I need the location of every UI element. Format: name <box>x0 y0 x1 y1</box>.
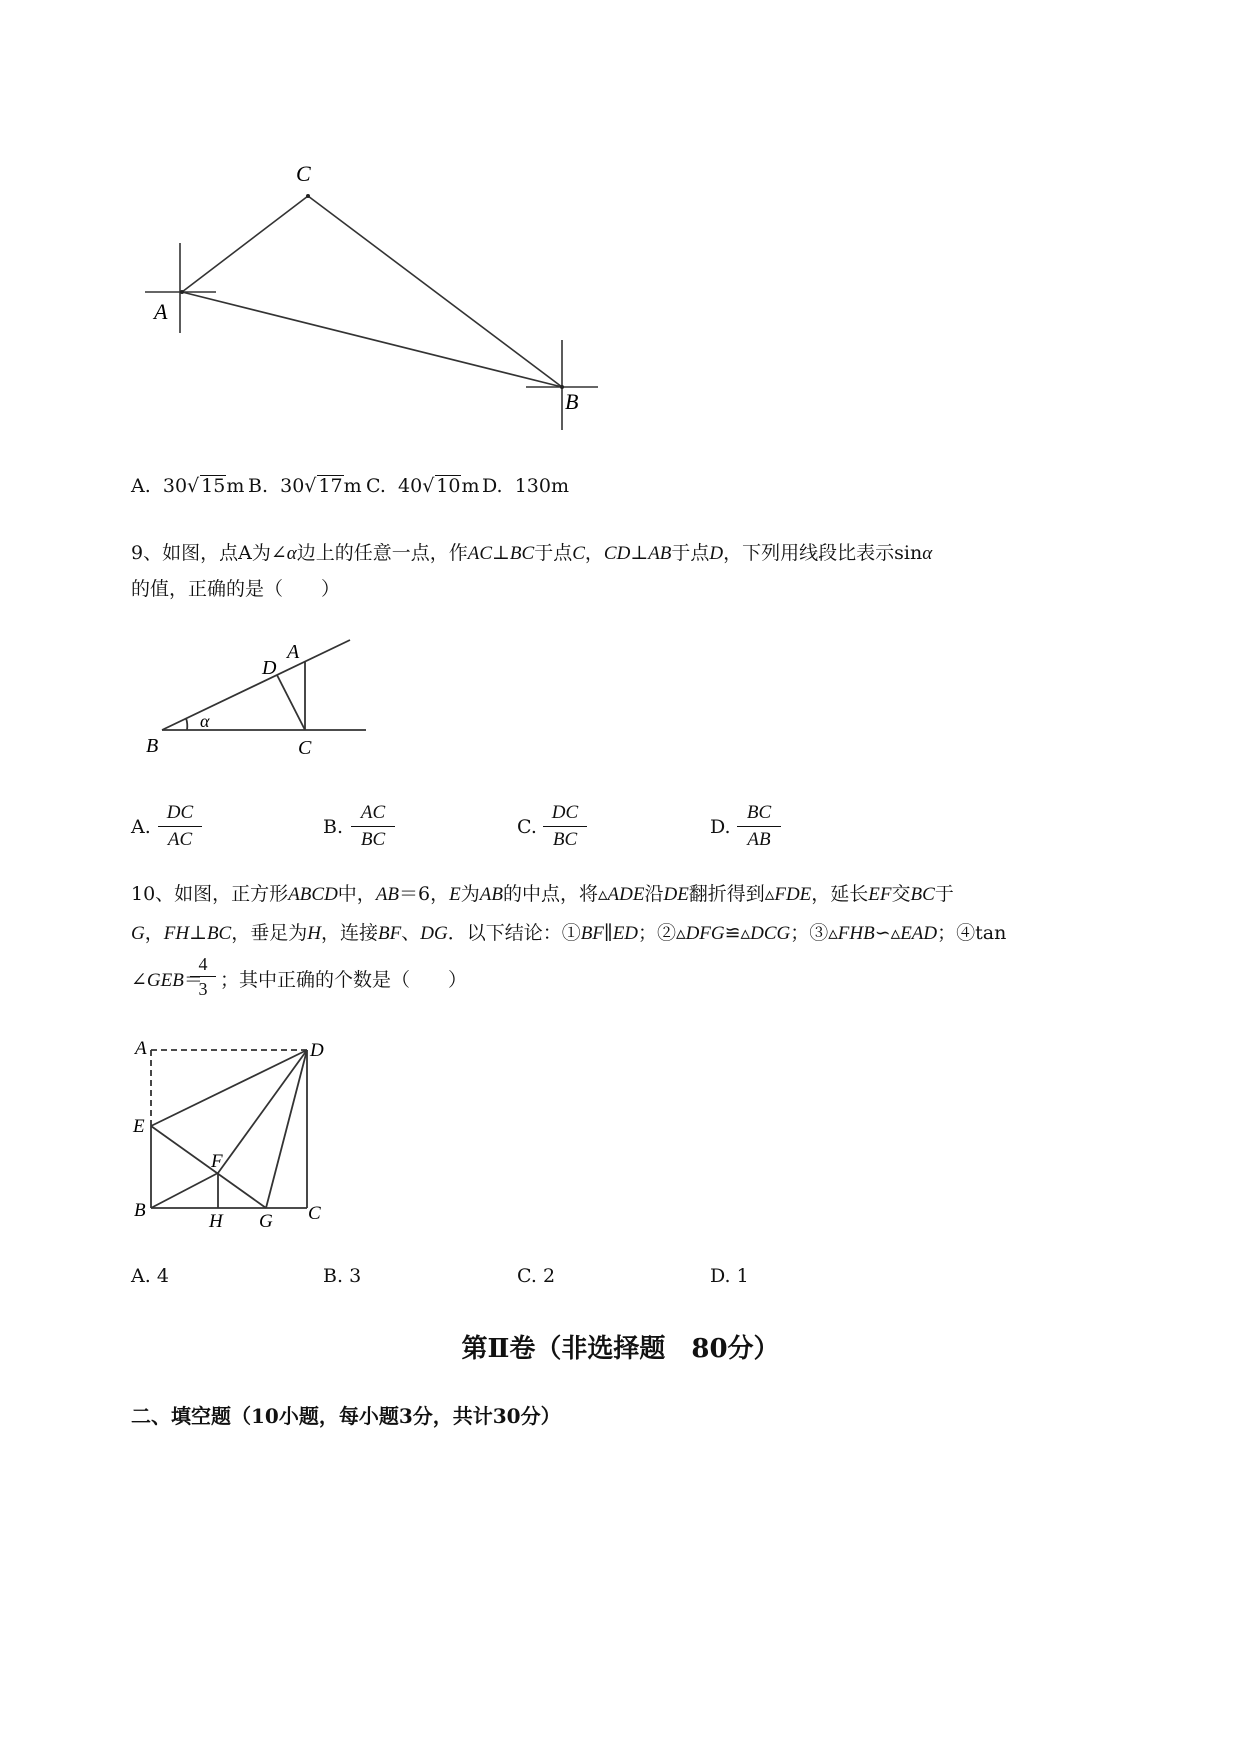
text-run: ABCD <box>288 884 338 905</box>
text-run: 翻折得到▵ <box>688 883 775 905</box>
text-run: ED <box>612 923 639 944</box>
text-run: ．以下结论：① <box>447 922 581 944</box>
text-run: DCG <box>750 923 791 944</box>
text-run: 为 <box>460 883 480 905</box>
part2-title: 第Ⅱ卷（非选择题 80分） <box>461 1334 780 1364</box>
text-run: BC <box>206 923 232 944</box>
text-run: ≌▵ <box>724 922 751 944</box>
q10-fraction: $\frac{4}{3}$ <box>190 952 216 1001</box>
q9-option-c-prefix: C. <box>517 816 537 838</box>
text-run: ∥ <box>603 922 613 944</box>
text-run: E <box>449 884 461 905</box>
q10-label-c: C <box>308 1203 321 1224</box>
text-run: 沿 <box>644 883 664 905</box>
text-run: ，垂足为 <box>231 922 308 944</box>
q10-label-g: G <box>259 1211 273 1232</box>
q8-label-b: B <box>565 389 579 414</box>
q9-option-b-prefix: B. <box>323 816 344 838</box>
text-run: AB <box>648 543 672 564</box>
text-run: C <box>572 543 585 564</box>
q9-question-line1 <box>131 538 932 569</box>
text-run: 的中点，将▵ <box>502 883 608 905</box>
q10-label-d: D <box>310 1040 324 1061</box>
q10-option-a: A. 4 <box>131 1265 169 1287</box>
text-run: FDE <box>774 884 812 905</box>
q10-label-f: F <box>211 1151 223 1172</box>
text-run: 9、如图，点 <box>131 542 239 564</box>
q9-label-b: B <box>146 735 159 757</box>
text-run: EAD <box>900 923 938 944</box>
q9-option-d-prefix: D. <box>710 816 731 838</box>
q9-option-c-fraction: $\frac{DC}{BC}$ <box>543 800 587 853</box>
q9-label-a: A <box>287 641 300 663</box>
q10-question-line3-end: ；其中正确的个数是（ ） <box>220 969 468 991</box>
text-run: ⊥ <box>492 542 510 564</box>
text-run: FH <box>163 923 190 944</box>
text-run: 交 <box>891 883 911 905</box>
q8-label-c: C <box>296 161 311 186</box>
q9-question-line2: 的值，正确的是（ ） <box>131 578 341 600</box>
q10-label-h: H <box>209 1211 223 1232</box>
text-run: ，延长 <box>811 883 869 905</box>
text-run: AB <box>479 884 503 905</box>
text-run: DE <box>663 884 689 905</box>
q9-figure <box>140 632 380 762</box>
q8-option-a: A. 30√ 15m <box>131 475 245 497</box>
q8-option-b: B. 30√ 17m <box>248 475 362 497</box>
text-run: CD <box>603 543 631 564</box>
text-run: ，连接 <box>320 922 378 944</box>
text-run: ∽▵ <box>874 922 901 944</box>
text-run: EF <box>868 884 892 905</box>
text-run: ，下列用线段比表示 <box>723 542 895 564</box>
q10-option-c: C. 2 <box>517 1265 556 1287</box>
q10-question-line3: ∠GEB＝ <box>131 969 203 991</box>
text-run: H <box>307 923 321 944</box>
text-run: A <box>238 542 252 564</box>
text-run: ， <box>144 922 164 944</box>
q8-option-c: C. 40√ 10m <box>366 475 480 497</box>
text-run: ， <box>584 542 604 564</box>
text-run: ；③▵ <box>790 922 838 944</box>
text-run: 于 <box>934 883 954 905</box>
text-run: G <box>131 923 145 944</box>
q10-option-b: B. 3 <box>323 1265 362 1287</box>
q8-option-d: D. 130m <box>482 475 569 497</box>
q10-label-e: E <box>133 1116 145 1137</box>
text-run: BC <box>910 884 935 905</box>
q9-label-alpha: α <box>200 711 210 731</box>
text-run: 于点 <box>671 542 710 564</box>
text-run: 中， <box>337 883 376 905</box>
text-run: ＝6， <box>399 883 450 905</box>
text-run: D <box>709 543 724 564</box>
text-run: 10、如图，正方形 <box>131 883 289 905</box>
q9-label-d: D <box>262 657 277 679</box>
text-run: α <box>286 543 297 564</box>
text-run: ⊥ <box>630 542 649 564</box>
q10-question-line2 <box>131 918 1006 949</box>
text-run: AB <box>375 884 400 905</box>
text-run: 、 <box>401 922 421 944</box>
q9-label-c: C <box>298 737 312 759</box>
q10-option-d: D. 1 <box>710 1265 749 1287</box>
q9-option-d-fraction: $\frac{BC}{AB}$ <box>737 800 781 853</box>
text-run: BC <box>509 543 535 564</box>
text-run: ；②▵ <box>638 922 686 944</box>
q10-label-a: A <box>135 1038 147 1059</box>
q10-figure <box>125 1030 340 1235</box>
text-run: DG <box>420 923 448 944</box>
text-run: BF <box>378 923 402 944</box>
text-run: α <box>922 543 933 564</box>
text-run: BF <box>580 923 604 944</box>
q9-option-a-fraction: $\frac{DC}{AC}$ <box>158 800 202 853</box>
q10-label-b: B <box>134 1200 146 1221</box>
text-run: 于点 <box>534 542 573 564</box>
q9-option-b-fraction: $\frac{AC}{BC}$ <box>351 800 395 853</box>
section-fill-in-title: 二、填空题（10小题，每小题3分，共计30分） <box>131 1404 561 1428</box>
q10-question-line1 <box>131 879 954 910</box>
text-run: ADE <box>607 884 645 905</box>
text-run: DFG <box>685 923 725 944</box>
text-run: AC <box>467 543 493 564</box>
q9-option-a-prefix: A. <box>131 816 151 838</box>
text-run: 边上的任意一点，作 <box>296 542 468 564</box>
q8-figure <box>140 155 610 445</box>
text-run: sin <box>894 542 923 564</box>
text-run: ⊥ <box>189 922 207 944</box>
text-run: ；④tan <box>937 922 1007 944</box>
q8-label-a: A <box>154 299 168 324</box>
text-run: FHB <box>837 923 875 944</box>
text-run: 为∠ <box>251 542 287 564</box>
